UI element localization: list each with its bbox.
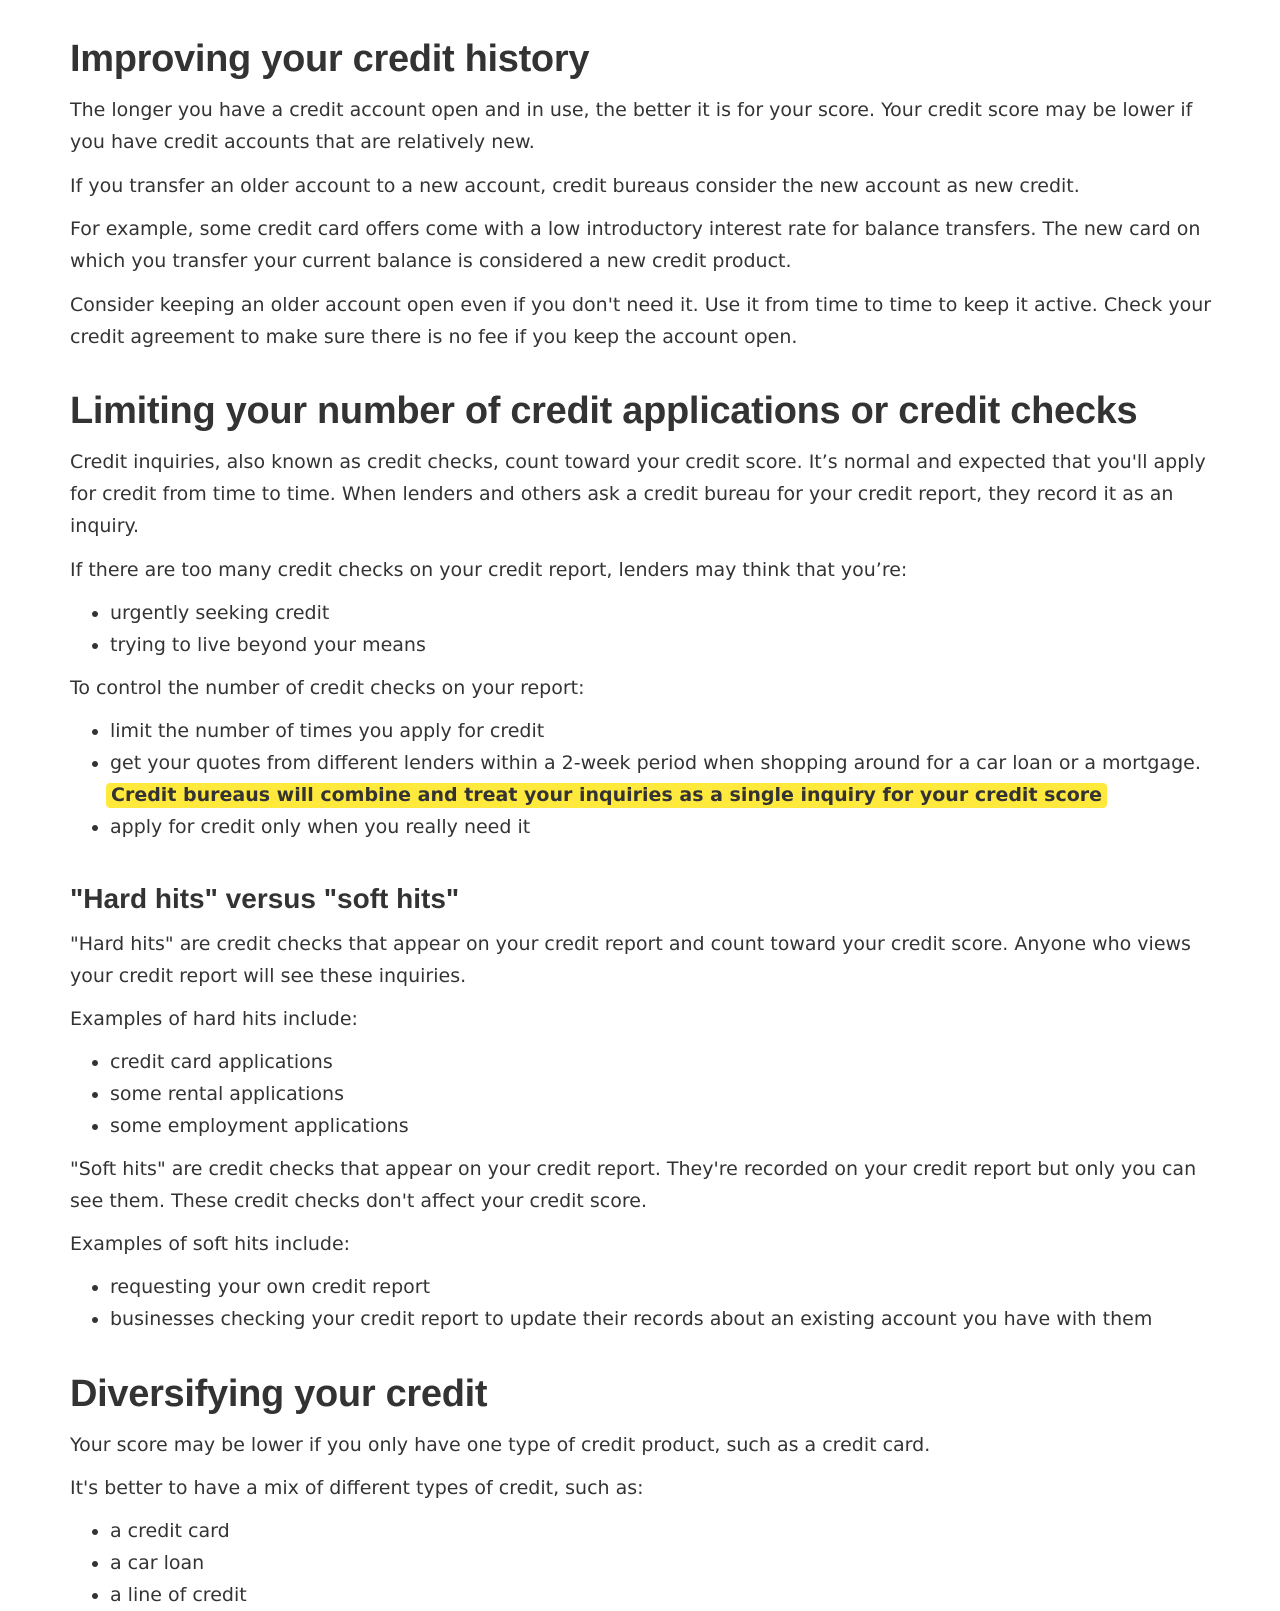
bullet-list-lender-concerns — [70, 597, 1220, 661]
list-item — [110, 747, 1220, 811]
paragraph: If you transfer an older account to a new account, credit bureaus consider the new account as new credit. — [70, 175, 1080, 197]
list-item: • businesses checking your credit report to update their records about an existing account you have with them — [110, 1303, 1220, 1335]
bullet-list-hard-hits — [70, 1046, 1220, 1142]
paragraph: For example, some credit card offers come with a low introductory interest rate for balance transfers. The new card on which you transfer your current balance is considered a new credit product. — [70, 218, 1201, 272]
list-item: • urgently seeking credit — [110, 597, 1220, 629]
list-item: • a car loan — [110, 1547, 1220, 1579]
highlighted-text: Credit bureaus will combine and treat your inquiries as a single inquiry for your credit score — [106, 783, 1107, 808]
paragraph: Consider keeping an older account open even if you don't need it. Use it from time to time to keep it active. Check your credit agreement to make sure there is no fee if you keep the account open. — [70, 294, 1212, 348]
heading-diversifying-credit: Diversifying your credit — [70, 1373, 488, 1415]
list-item: • limit the number of times you apply for credit — [110, 715, 1220, 747]
list-item: • a line of credit — [110, 1579, 1220, 1611]
paragraph: If there are too many credit checks on your credit report, lenders may think that you’re: — [70, 559, 908, 581]
bullet-list-soft-hits — [70, 1271, 1220, 1335]
paragraph: Your score may be lower if you only have one type of credit product, such as a credit card. — [70, 1434, 931, 1456]
paragraph: Examples of hard hits include: — [70, 1008, 358, 1030]
paragraph: It's better to have a mix of different types of credit, such as: — [70, 1477, 644, 1499]
paragraph: "Hard hits" are credit checks that appear on your credit report and count toward your credit score. Anyone who views your credit report will see these inquiries. — [70, 933, 1191, 987]
list-item: • credit card applications — [110, 1046, 1220, 1078]
list-item: • some rental applications — [110, 1078, 1220, 1110]
article-content — [70, 0, 1220, 1611]
heading-hard-vs-soft-hits: "Hard hits" versus "soft hits" — [70, 883, 460, 914]
list-item-text: get your quotes from different lenders within a 2-week period when shopping around for a car loan or a mortgage. — [110, 752, 1201, 774]
bullet-list-credit-types — [70, 1515, 1220, 1611]
paragraph: Examples of soft hits include: — [70, 1233, 351, 1255]
list-item: • apply for credit only when you really need it — [110, 811, 1220, 843]
list-item: • requesting your own credit report — [110, 1271, 1220, 1303]
paragraph: "Soft hits" are credit checks that appear on your credit report. They're recorded on your credit report but only you can see them. These credit checks don't affect your credit score. — [70, 1158, 1197, 1212]
paragraph: To control the number of credit checks on your report: — [70, 677, 585, 699]
list-item: • a credit card — [110, 1515, 1220, 1547]
heading-improving-credit-history: Improving your credit history — [70, 38, 590, 80]
list-item: • trying to live beyond your means — [110, 629, 1220, 661]
paragraph: Credit inquiries, also known as credit checks, count toward your credit score. It’s normal and expected that you'll apply for credit from time to time. When lenders and others ask a credit bureau for your credit report, they record it as an inquiry. — [70, 451, 1206, 537]
bullet-list-control-checks — [70, 715, 1220, 843]
paragraph: The longer you have a credit account open and in use, the better it is for your score. Your credit score may be lower if you have credit accounts that are relatively new. — [70, 99, 1193, 153]
list-item: • some employment applications — [110, 1110, 1220, 1142]
heading-limiting-credit-applications: Limiting your number of credit applications or credit checks — [70, 390, 1138, 432]
